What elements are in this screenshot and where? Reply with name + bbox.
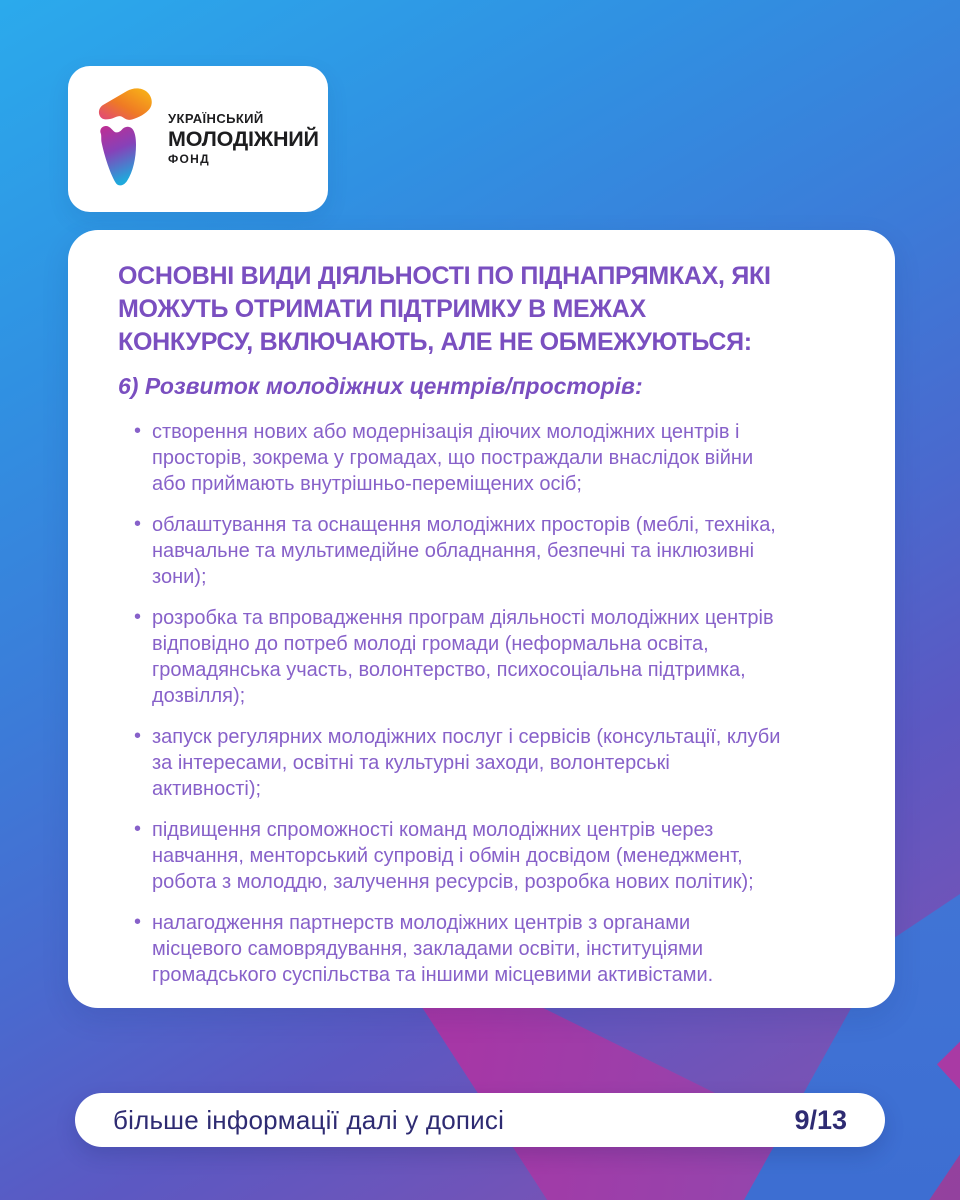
bullet-icon: • <box>134 725 142 747</box>
list-item-text: створення нових або модернізація діючих молодіжних центрів і просторів, зокрема у громадах, що постраждали внаслідок війни або приймають внутрішньо-переміщених осіб; <box>152 421 754 495</box>
logo-card <box>68 66 328 212</box>
logo-line-molodizhnyi: МОЛОДІЖНИЙ <box>168 127 319 151</box>
section-subheading: 6) Розвиток молодіжних центрів/просторів: <box>118 373 643 399</box>
page-title-line-2: МОЖУТЬ ОТРИМАТИ ПІДТРИМКУ В МЕЖАХ <box>118 295 646 323</box>
bullet-icon: • <box>134 911 142 933</box>
activity-list <box>134 419 849 988</box>
logo-line-ukrainskyi: УКРАЇНСЬКИЙ <box>168 111 264 126</box>
bullet-icon: • <box>134 513 142 535</box>
footer-more-info-label: більше інформації далі у дописі <box>113 1104 505 1135</box>
bullet-icon: • <box>134 420 142 442</box>
list-item <box>134 419 784 497</box>
list-item <box>134 910 784 988</box>
list-item <box>134 724 784 802</box>
list-item <box>134 605 784 709</box>
list-item-text: налагодження партнерств молодіжних центрів з органами місцевого самоврядування, закладами освіти, інституціями громадського суспільства та іншими місцевими активістами. <box>152 912 714 986</box>
list-item <box>134 512 784 590</box>
list-item-text: запуск регулярних молодіжних послуг і сервісів (консультації, клуби за інтересами, освітні та культурні заходи, волонтерські активності); <box>152 726 781 800</box>
list-item-text: розробка та впровадження програм діяльності молодіжних центрів відповідно до потреб молоді громади (неформальна освіта, громадянська участь, волонтерство, психосоціальна підтримка, дозвілля); <box>152 607 774 707</box>
page-title <box>118 260 849 359</box>
logo-line-fond: ФОНД <box>168 152 210 166</box>
bullet-icon: • <box>134 606 142 628</box>
umf-logo-icon <box>97 88 155 190</box>
page-title-line-1: ОСНОВНІ ВИДИ ДІЯЛЬНОСТІ ПО ПІДНАПРЯМКАХ, ЯКІ <box>118 262 771 290</box>
logo-wordmark <box>168 111 319 167</box>
page-title-line-3: КОНКУРСУ, ВКЛЮЧАЮТЬ, АЛЕ НЕ ОБМЕЖУЮТЬСЯ: <box>118 328 752 356</box>
footer-bar <box>75 1093 885 1147</box>
bullet-icon: • <box>134 818 142 840</box>
page-indicator: 9/13 <box>794 1104 847 1135</box>
content-card <box>68 230 895 1008</box>
list-item-text: підвищення спроможності команд молодіжних центрів через навчання, менторський супровід і обмін досвідом (менеджмент, робота з молоддю, залучення ресурсів, розробка нових політик); <box>152 819 754 893</box>
list-item <box>134 817 784 895</box>
list-item-text: облаштування та оснащення молодіжних просторів (меблі, техніка, навчальне та мультимедійне обладнання, безпечні та інклюзивні зони); <box>152 514 776 588</box>
